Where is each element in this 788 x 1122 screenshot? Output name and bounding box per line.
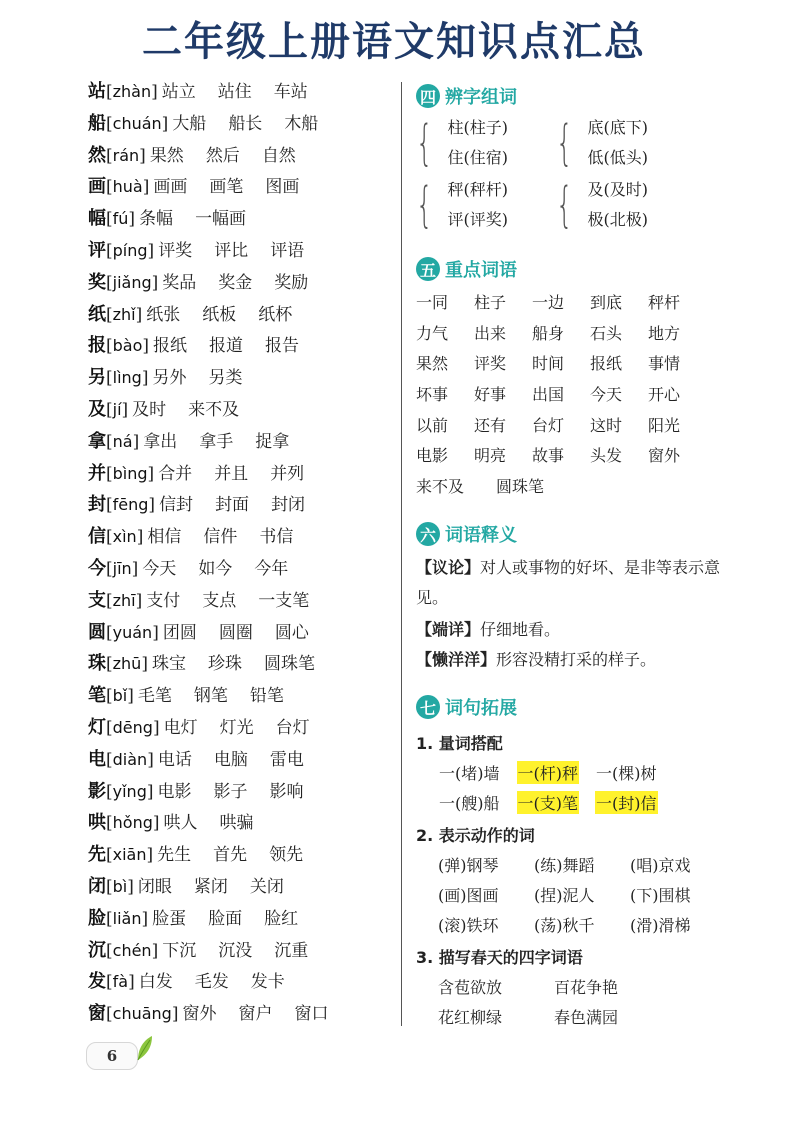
vocab-word: 铅笔 [249,686,284,707]
char-pair [556,175,648,235]
vocab-char: 并 [88,462,106,484]
vocab-word: 窗口 [294,1004,329,1025]
column-divider [401,82,402,1026]
action-row [438,913,726,936]
vocab-pinyin: jīn [112,558,132,578]
brace-icon: { [556,177,573,233]
idiom-row [438,1005,670,1028]
char-pair [416,113,508,173]
vocab-word: 钢笔 [193,686,228,707]
vocab-char: 圆 [88,621,106,643]
action-word: (唱)京戏 [630,856,691,875]
key-word: 来不及 [416,477,465,497]
vocab-word: 灯光 [219,717,254,738]
section-5-badge: 五 [416,257,440,281]
vocab-item: 拿[ná] 拿出 拿手 捉拿 [88,430,290,452]
idiom-row [438,975,670,998]
key-word: 船身 [532,323,565,343]
vocab-char: 闭 [88,875,106,897]
vocab-char: 今 [88,557,106,579]
subsection-spring-idioms: 3. 描写春天的四字词语 [416,948,583,967]
vocab-word: 圆珠笔 [263,654,315,675]
vocab-item: 先[xiān] 先生 首先 领先 [88,844,304,866]
vocab-char: 电 [88,748,106,770]
vocab-word: 及时 [132,399,167,420]
pair-line: 柱(柱子) [447,118,509,137]
vocab-word: 窗户 [238,1004,273,1025]
vocab-word: 并列 [270,463,305,484]
vocab-word: 封闭 [271,495,306,516]
section-4-title: 辨字组词 [445,87,517,108]
subsection-measure-words: 1. 量词搭配 [416,734,503,753]
section-6-heading [416,520,517,548]
key-word: 出来 [474,323,507,343]
vocab-word: 自然 [261,145,296,166]
measure-word-highlighted: 一(支)笔 [517,791,580,814]
vocab-word: 画笔 [209,177,244,198]
vocab-word: 评奖 [158,240,193,261]
vocab-pinyin: chuāng [112,1004,172,1024]
key-word: 圆珠笔 [496,477,545,497]
vocab-pinyin: hǒng [112,813,153,833]
vocab-word: 今天 [142,558,177,579]
vocab-word: 沉没 [218,940,253,961]
vocab-word: 报道 [209,336,244,357]
key-word: 今天 [590,385,623,405]
key-word: 明亮 [474,446,507,466]
vocab-item: 今[jīn] 今天 如今 今年 [88,557,289,579]
vocab-word: 画画 [153,177,188,198]
vocab-item: 站[zhàn] 站立 站住 车站 [88,81,308,102]
vocab-item: 及[jí] 及时 来不及 [88,398,240,420]
key-word: 事情 [648,354,681,374]
definition-term: 【端详】 [416,620,481,639]
vocab-word: 然后 [205,145,240,166]
vocab-word: 今年 [254,558,289,579]
key-word: 时间 [532,354,565,374]
vocab-item: 船[chuán] 大船 船长 木船 [88,112,319,134]
vocab-word: 封面 [215,495,250,516]
vocab-char: 拿 [88,430,106,452]
vocab-word: 电灯 [163,717,198,738]
vocab-word: 电话 [157,749,192,770]
vocab-word: 另外 [152,368,187,389]
vocab-item: 奖[jiǎng] 奖品 奖金 奖励 [88,271,309,293]
measure-word: 一(堵)墙 [439,764,500,783]
vocab-char: 脸 [88,907,106,929]
vocab-word: 圆圈 [218,622,253,643]
vocab-pinyin: bìng [112,463,148,483]
key-word: 一边 [532,293,565,312]
vocab-char: 奖 [88,271,106,293]
vocab-char: 画 [88,176,106,198]
vocab-pinyin: jiǎng [112,272,152,292]
vocab-pinyin: chén [112,940,152,960]
vocab-word: 纸板 [202,304,237,325]
subsection-action-words: 2. 表示动作的词 [416,826,535,845]
vocab-word: 脸蛋 [152,908,187,929]
vocab-word: 支付 [146,590,181,611]
pair-line: 低(低头) [587,148,649,167]
vocab-word: 奖励 [274,272,309,293]
key-word: 评奖 [474,354,507,374]
pair-line: 底(底下) [587,118,649,137]
key-words-row [416,472,696,503]
action-word: (滚)铁环 [438,916,499,935]
vocab-char: 珠 [88,653,106,675]
vocab-pinyin: zhī [112,590,136,610]
vocab-word: 奖品 [162,272,197,293]
vocab-char: 纸 [88,303,106,325]
vocab-item: 沉[chén] 下沉 沉没 沉重 [88,939,309,961]
definition-text: 仔细地看。 [480,620,561,639]
brace-icon: { [416,115,433,171]
vocab-word: 窗外 [182,1004,217,1025]
vocab-char: 支 [88,589,106,611]
pair-line: 评(评奖) [447,210,509,229]
vocab-char: 窗 [88,1003,106,1025]
definition [416,553,726,613]
vocab-word: 台灯 [275,717,310,738]
vocab-word: 一支笔 [258,590,310,611]
vocab-word: 雷电 [269,749,304,770]
vocab-word: 珠宝 [151,654,186,675]
vocab-pinyin: bì [112,876,128,896]
vocab-item: 另[lìng] 另外 另类 [88,367,243,389]
vocab-char: 然 [88,144,106,166]
vocab-item: 灯[dēng] 电灯 灯光 台灯 [88,716,310,738]
vocab-word: 木船 [284,113,319,134]
vocab-word: 来不及 [188,399,240,420]
vocab-pinyin: píng [112,240,148,260]
key-word: 开心 [648,385,681,405]
vocab-pinyin: diàn [112,749,148,769]
vocab-item: 信[xìn] 相信 信件 书信 [88,526,294,548]
definition-text: 对人或事物的好坏、是非等表示意见。 [416,558,721,607]
vocab-word: 下沉 [162,940,197,961]
idiom: 含苞欲放 [438,978,503,997]
vocab-word: 条幅 [139,209,174,230]
vocab-word: 书信 [259,527,294,548]
vocab-word: 哄人 [163,813,198,834]
vocab-word: 合并 [158,463,193,484]
vocab-word: 关闭 [249,876,284,897]
vocab-word: 纸张 [146,304,181,325]
vocab-pinyin: zhàn [112,82,152,101]
vocab-item: 评[píng] 评奖 评比 评语 [88,239,305,261]
vocab-item: 哄[hǒng] 哄人 哄骗 [88,812,254,834]
pair-line: 住(住宿) [447,148,509,167]
pair-line: 秤(秤杆) [447,180,509,199]
vocab-word: 沉重 [274,940,309,961]
vocab-word: 闭眼 [137,876,172,897]
vocab-word: 白发 [138,972,173,993]
vocab-item: 纸[zhǐ] 纸张 纸板 纸杯 [88,303,293,325]
vocab-item: 幅[fú] 条幅 一幅画 [88,208,247,230]
key-word: 台灯 [532,415,565,435]
vocab-pinyin: xiān [112,845,147,865]
vocab-word: 紧闭 [193,876,228,897]
vocab-word: 支点 [202,590,237,611]
key-word: 地方 [648,323,681,343]
vocab-pinyin: dēng [112,717,153,737]
vocab-item: 窗[chuāng] 窗外 窗户 窗口 [88,1003,329,1025]
measure-word-highlighted: 一(杆)秤 [517,761,580,784]
page-title: 二年级上册语文知识点汇总 [142,19,646,65]
action-word: (练)舞蹈 [534,856,595,875]
key-word: 电影 [416,446,449,466]
vocab-pinyin: lìng [112,368,142,388]
key-word: 以前 [416,415,449,435]
vocab-pinyin: fēng [112,495,149,515]
vocab-char: 发 [88,971,106,993]
action-word: (捏)泥人 [534,886,595,905]
vocab-word: 一幅画 [195,209,247,230]
page-number: 6 [86,1042,138,1070]
key-words-row [416,380,696,411]
vocab-word: 珍珠 [207,654,242,675]
vocab-word: 船长 [228,113,263,134]
vocab-char: 报 [88,335,106,357]
definition-term: 【懒洋洋】 [416,650,497,669]
brace-icon: { [556,115,573,171]
vocab-item: 闭[bì] 闭眼 紧闭 关闭 [88,875,284,897]
vocab-char: 评 [88,239,106,261]
action-row [438,853,726,876]
vocab-item: 圆[yuán] 团圆 圆圈 圆心 [88,621,309,643]
vocab-word: 先生 [157,845,192,866]
vocab-item: 然[rán] 果然 然后 自然 [88,144,296,166]
vocab-word: 相信 [147,527,182,548]
key-words-row [416,349,696,380]
vocab-pinyin: zhǐ [112,304,136,324]
vocab-item: 影[yǐng] 电影 影子 影响 [88,780,304,802]
key-word: 坏事 [416,385,449,405]
vocab-char: 信 [88,526,106,548]
section-7-badge: 七 [416,695,440,719]
section-7-heading [416,693,517,721]
vocab-pinyin: bǐ [112,686,128,706]
vocab-word: 如今 [198,558,233,579]
vocab-word: 团圆 [162,622,197,643]
idiom: 花红柳绿 [438,1008,503,1027]
vocab-word: 影响 [269,781,304,802]
measure-word: 一(棵)树 [596,764,657,783]
vocab-word: 电脑 [213,749,248,770]
vocab-word: 奖金 [218,272,253,293]
measure-word-row [438,761,674,784]
vocab-word: 报告 [265,336,300,357]
key-word: 阳光 [648,415,681,435]
action-word: (弹)钢琴 [438,856,499,875]
vocab-pinyin: yuán [112,622,153,642]
vocab-word: 拿出 [143,431,178,452]
vocab-pinyin: rán [112,145,140,165]
vocab-word: 首先 [213,845,248,866]
vocab-char: 幅 [88,208,106,230]
vocab-char: 站 [88,81,106,102]
pair-line: 极(北极) [587,210,649,229]
vocab-char: 哄 [88,812,106,834]
brace-icon: { [416,177,433,233]
definition-term: 【议论】 [416,558,481,577]
idiom: 百花争艳 [554,978,619,997]
vocab-word: 评语 [270,240,305,261]
vocab-word: 站立 [161,82,196,102]
vocab-pinyin: jí [112,399,122,419]
vocab-pinyin: zhū [112,654,142,674]
key-words-grid [416,288,696,503]
vocab-char: 沉 [88,939,106,961]
char-pair [416,175,508,235]
measure-word-row [438,791,674,814]
vocab-word: 信件 [203,527,238,548]
vocab-item: 画[huà] 画画 画笔 图画 [88,176,300,198]
vocab-word: 圆心 [274,622,309,643]
key-word: 秤杆 [648,293,681,312]
vocab-pinyin: huà [112,177,143,197]
vocab-word: 果然 [149,145,184,166]
vocab-word: 哄骗 [219,813,254,834]
action-word: (下)围棋 [630,886,691,905]
measure-word-highlighted: 一(封)信 [595,791,658,814]
key-word: 到底 [590,293,623,312]
key-word: 果然 [416,354,449,374]
vocab-word: 评比 [214,240,249,261]
vocab-pinyin: yǐng [112,781,147,801]
key-word: 还有 [474,415,507,435]
vocab-pinyin: liǎn [112,908,142,928]
vocab-char: 船 [88,112,106,134]
action-word: (滑)滑梯 [630,916,691,935]
section-5-title: 重点词语 [445,260,517,281]
vocab-word: 车站 [273,82,308,102]
vocab-item: 并[bìng] 合并 并且 并列 [88,462,305,484]
vocab-word: 发卡 [250,972,285,993]
definition [416,645,726,675]
vocab-item: 报[bào] 报纸 报道 报告 [88,335,300,357]
vocab-word: 影子 [213,781,248,802]
vocab-word: 领先 [269,845,304,866]
definition [416,615,726,645]
section-7-title: 词句拓展 [445,698,517,719]
vocab-item: 脸[liǎn] 脸蛋 脸面 脸红 [88,907,299,929]
vocab-pinyin: ná [112,431,133,451]
char-pair [556,113,648,173]
vocab-char: 先 [88,844,106,866]
vocab-word: 大船 [172,113,207,134]
key-word: 好事 [474,385,507,405]
vocab-char: 另 [88,367,106,389]
vocab-word: 站住 [217,82,252,102]
vocab-char: 灯 [88,716,106,738]
section-6-title: 词语释义 [445,525,517,546]
key-word: 这时 [590,415,623,435]
leaf-icon [134,1034,154,1062]
idiom: 春色满园 [554,1008,619,1027]
vocab-char: 封 [88,494,106,516]
key-words-row [416,319,696,350]
key-word: 报纸 [590,354,623,374]
action-word: (画)图画 [438,886,499,905]
vocab-char: 影 [88,780,106,802]
vocab-word: 电影 [157,781,192,802]
pair-line: 及(及时) [587,180,649,199]
definition-text: 形容没精打采的样子。 [496,650,657,669]
key-word: 窗外 [648,446,681,466]
vocab-item: 支[zhī] 支付 支点 一支笔 [88,589,310,611]
vocab-item: 笔[bǐ] 毛笔 钢笔 铅笔 [88,685,284,707]
action-word: (荡)秋千 [534,916,595,935]
vocab-word: 捉拿 [255,431,290,452]
section-4-badge: 四 [416,84,440,108]
vocab-item: 珠[zhū] 珠宝 珍珠 圆珠笔 [88,653,315,675]
section-6-badge: 六 [416,522,440,546]
vocab-word: 拿手 [199,431,234,452]
vocab-pinyin: xìn [112,527,137,547]
vocab-item: 封[fēng] 信封 封面 封闭 [88,494,306,516]
vocab-pinyin: fà [112,972,129,992]
section-4-heading [416,82,517,110]
vocab-word: 图画 [265,177,300,198]
key-word: 一同 [416,293,449,312]
vocab-word: 纸杯 [258,304,293,325]
key-word: 柱子 [474,293,507,312]
measure-word: 一(艘)船 [439,794,500,813]
vocab-item: 电[diàn] 电话 电脑 雷电 [88,748,304,770]
vocab-word: 另类 [208,368,243,389]
key-word: 石头 [590,323,623,343]
key-word: 出国 [532,385,565,405]
vocab-pinyin: bào [112,336,143,356]
action-row [438,883,726,906]
vocab-pinyin: chuán [112,113,162,133]
vocab-char: 及 [88,398,106,420]
key-word: 力气 [416,323,449,343]
vocab-word: 报纸 [153,336,188,357]
vocab-pinyin: fú [112,209,129,229]
key-words-row [416,411,696,442]
key-words-row [416,441,696,472]
vocab-word: 毛发 [194,972,229,993]
key-words-row [416,288,696,319]
vocab-word: 并且 [214,463,249,484]
key-word: 头发 [590,446,623,466]
vocab-word: 信封 [159,495,194,516]
vocab-word: 毛笔 [137,686,172,707]
key-word: 故事 [532,446,565,466]
vocab-char: 笔 [88,685,106,707]
vocab-item: 发[fà] 白发 毛发 发卡 [88,971,285,993]
vocab-word: 脸红 [264,908,299,929]
vocab-list [88,76,388,1030]
vocab-word: 脸面 [208,908,243,929]
section-5-heading [416,255,517,283]
